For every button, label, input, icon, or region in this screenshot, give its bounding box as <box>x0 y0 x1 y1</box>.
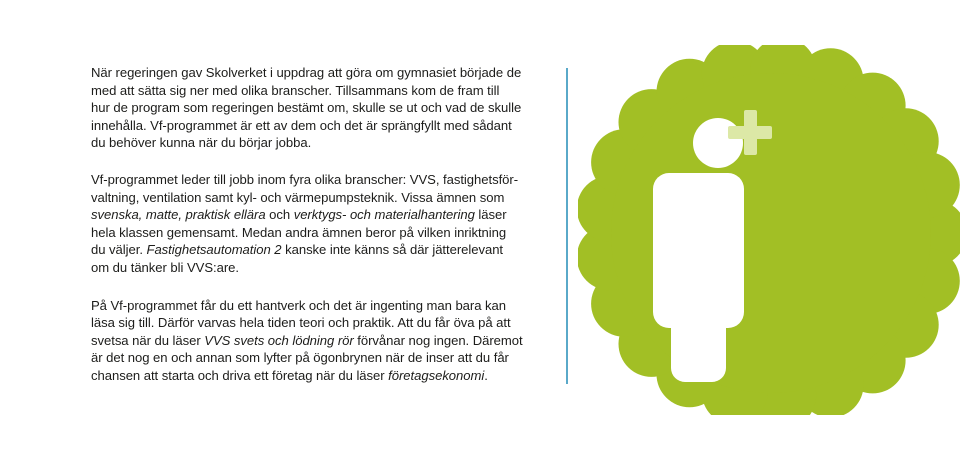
p2-line: valtning, ventilation samt kyl- och värmepumpsteknik. Vissa ämnen som <box>91 189 505 205</box>
p3-line: är det nog en och annan som lyfter på ögonbrynen när de inser att du får <box>91 350 509 366</box>
p2-italic-subjects: svenska, matte, praktisk ellära <box>91 207 266 223</box>
scalloped-badge-icon <box>578 45 960 415</box>
p2-text: läser <box>474 207 507 223</box>
p1-line: med att sätta sig ner med olika branscher. Tillsammans kom de fram till <box>91 82 500 98</box>
p1-line: du behöver kunna när du börjar jobba. <box>91 135 312 151</box>
article-text <box>91 64 531 404</box>
p3-italic-course: VVS svets och lödning rör <box>204 332 354 348</box>
paragraph-1 <box>91 64 531 152</box>
p2-line: om du tänker bli VVS:are. <box>91 259 239 275</box>
p2-italic-course: Fastighetsautomation 2 <box>146 242 282 258</box>
p3-text: chansen att starta och driva ett företag när du läser <box>91 367 389 383</box>
person-head <box>693 118 743 168</box>
paragraph-2 <box>91 171 531 277</box>
p2-line: Vf-programmet leder till jobb inom fyra olika branscher: VVS, fastighetsför- <box>91 171 519 187</box>
paragraph-3 <box>91 297 531 385</box>
p2-text: och <box>265 207 294 223</box>
p3-text: förvånar nog ingen. Däremot <box>353 332 523 348</box>
p3-text: svetsa när du läser <box>91 332 205 348</box>
p3-text: . <box>484 367 488 383</box>
p1-line: När regeringen gav Skolverket i uppdrag att göra om gymnasiet började de <box>91 65 522 80</box>
p1-line: innehålla. Vf-programmet är ett av dem och det är sprängfyllt med sådant <box>91 117 512 133</box>
plus-vertical <box>744 110 757 155</box>
p2-line: hela klassen gemensamt. Medan andra ämnen beror på vilken inriktning <box>91 224 507 240</box>
vertical-divider <box>566 68 568 384</box>
p3-line: läsa sig till. Därför varvas hela tiden teori och praktik. Att du får öva på att <box>91 315 511 331</box>
p2-text: kanske inte känns så där jätterelevant <box>281 242 504 258</box>
p1-line: hur de program som regeringen bestämt om, skulle se ut och vad de skulle <box>91 100 522 116</box>
p3-line: På Vf-programmet får du ett hantverk och det är ingenting man bara kan <box>91 297 507 313</box>
p2-italic-subject: verktygs- och materialhantering <box>293 207 475 223</box>
p3-italic-course: företagsekonomi <box>388 367 485 383</box>
person-legs <box>671 275 726 382</box>
p2-text: du väljer. <box>91 242 147 258</box>
